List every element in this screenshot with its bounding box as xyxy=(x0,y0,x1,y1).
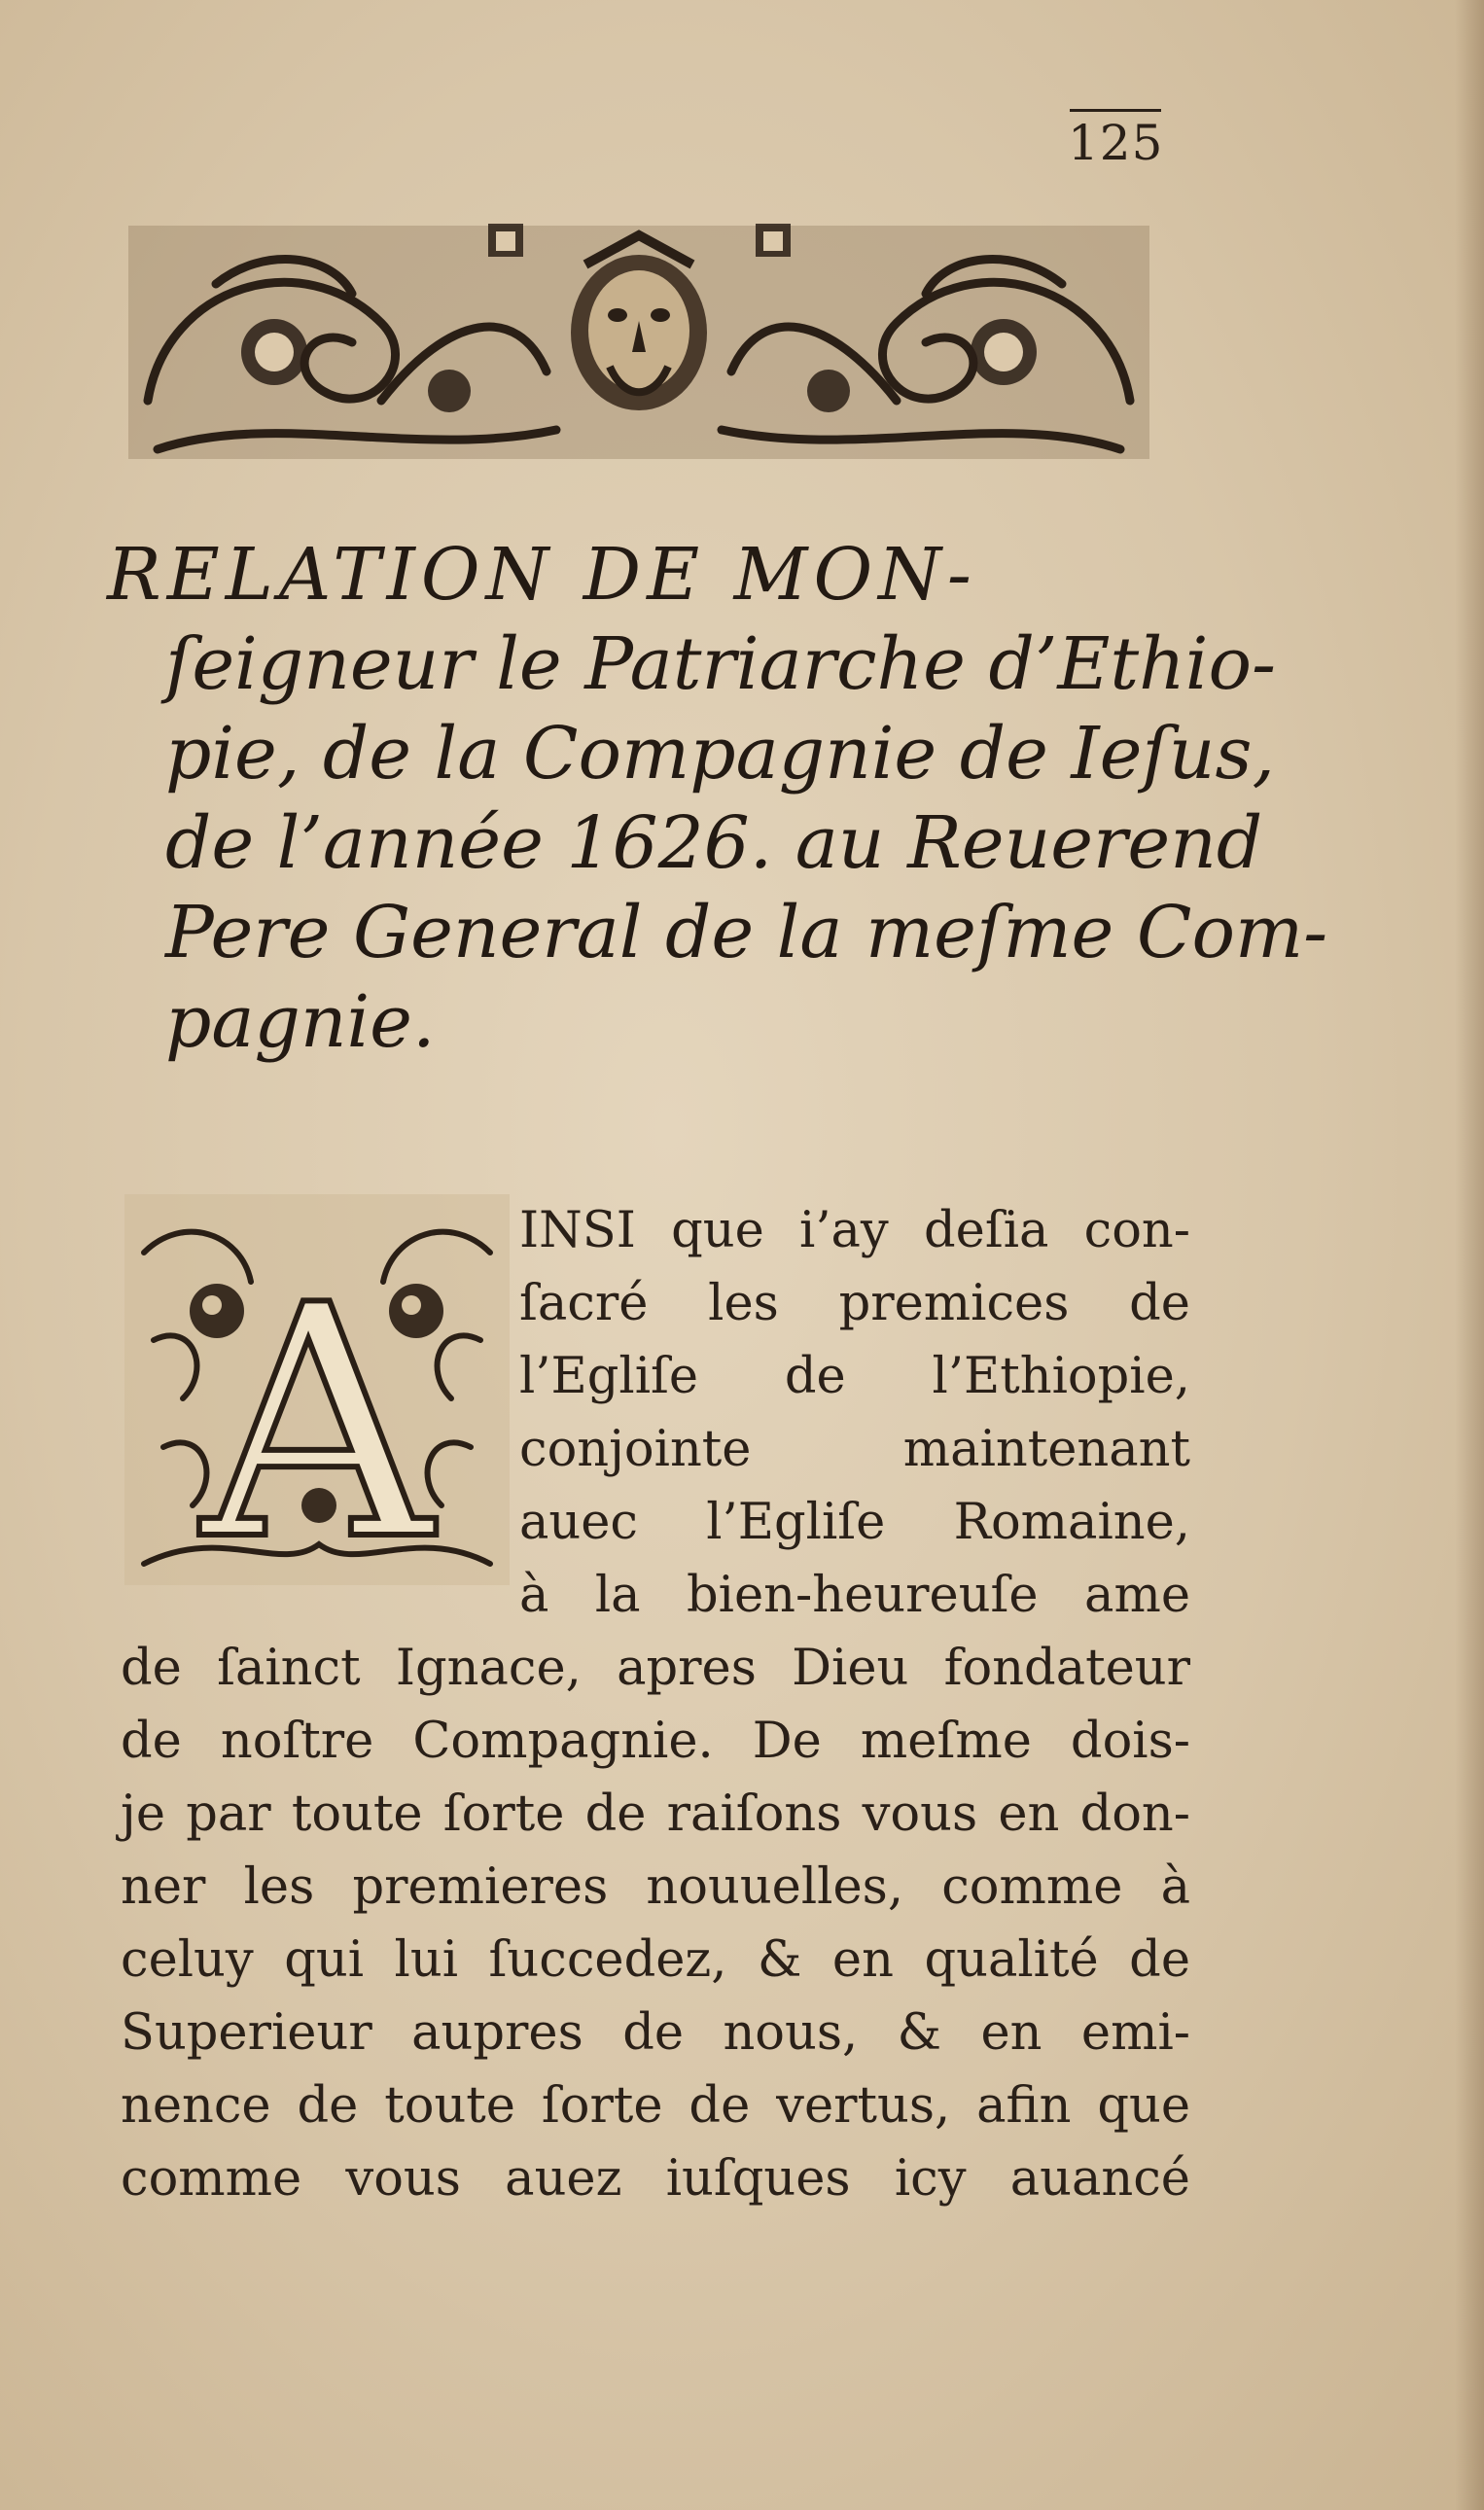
page-number: 125 xyxy=(1068,115,1164,171)
title-line: RELATION DE MON- xyxy=(107,533,977,617)
drop-cap-letter: A xyxy=(200,1237,434,1585)
text-line: de ſainct Ignace, apres Dieu fondateur xyxy=(121,1640,1190,1697)
title-line: de l’année 1626. au Reuerend xyxy=(165,801,1263,885)
title-line: Pere General de la meſme Com- xyxy=(165,891,1328,974)
title-line: ſeigneur le Patriarche d’Ethio- xyxy=(165,622,1277,706)
text-line: INSI que i’ay deſia con- xyxy=(519,1202,1190,1259)
title-line: pagnie. xyxy=(165,980,436,1064)
text-line: ner les premieres nouuelles, comme à xyxy=(121,1858,1190,1916)
text-line: nence de toute ſorte de vertus, afin que xyxy=(121,2077,1190,2135)
text-line: conjointe maintenant xyxy=(519,1421,1190,1478)
text-line: je par toute ſorte de raiſons vous en don- xyxy=(121,1785,1190,1843)
page-edge-shadow xyxy=(1455,0,1484,2510)
text-line: ſacré les premices de xyxy=(519,1275,1190,1332)
text-line: Superieur aupres de nous, & en emi- xyxy=(121,2004,1190,2062)
text-line: comme vous auez iuſques icy auancé xyxy=(121,2150,1190,2208)
text-line: à la bien-heureuſe ame xyxy=(519,1567,1190,1624)
text-line: celuy qui lui ſuccedez, & en qualité de xyxy=(121,1931,1190,1989)
body-paragraph xyxy=(121,1194,1190,2215)
text-line: l’Egliſe de l’Ethiopie, xyxy=(519,1348,1190,1405)
text-line: auec l’Egliſe Romaine, xyxy=(519,1494,1190,1551)
ornamental-headpiece xyxy=(128,206,1149,477)
title-line: pie, de la Compagnie de Ieſus, xyxy=(165,712,1275,795)
relation-title xyxy=(107,530,1328,1067)
text-line: de noſtre Compagnie. De meſme dois- xyxy=(121,1713,1190,1770)
